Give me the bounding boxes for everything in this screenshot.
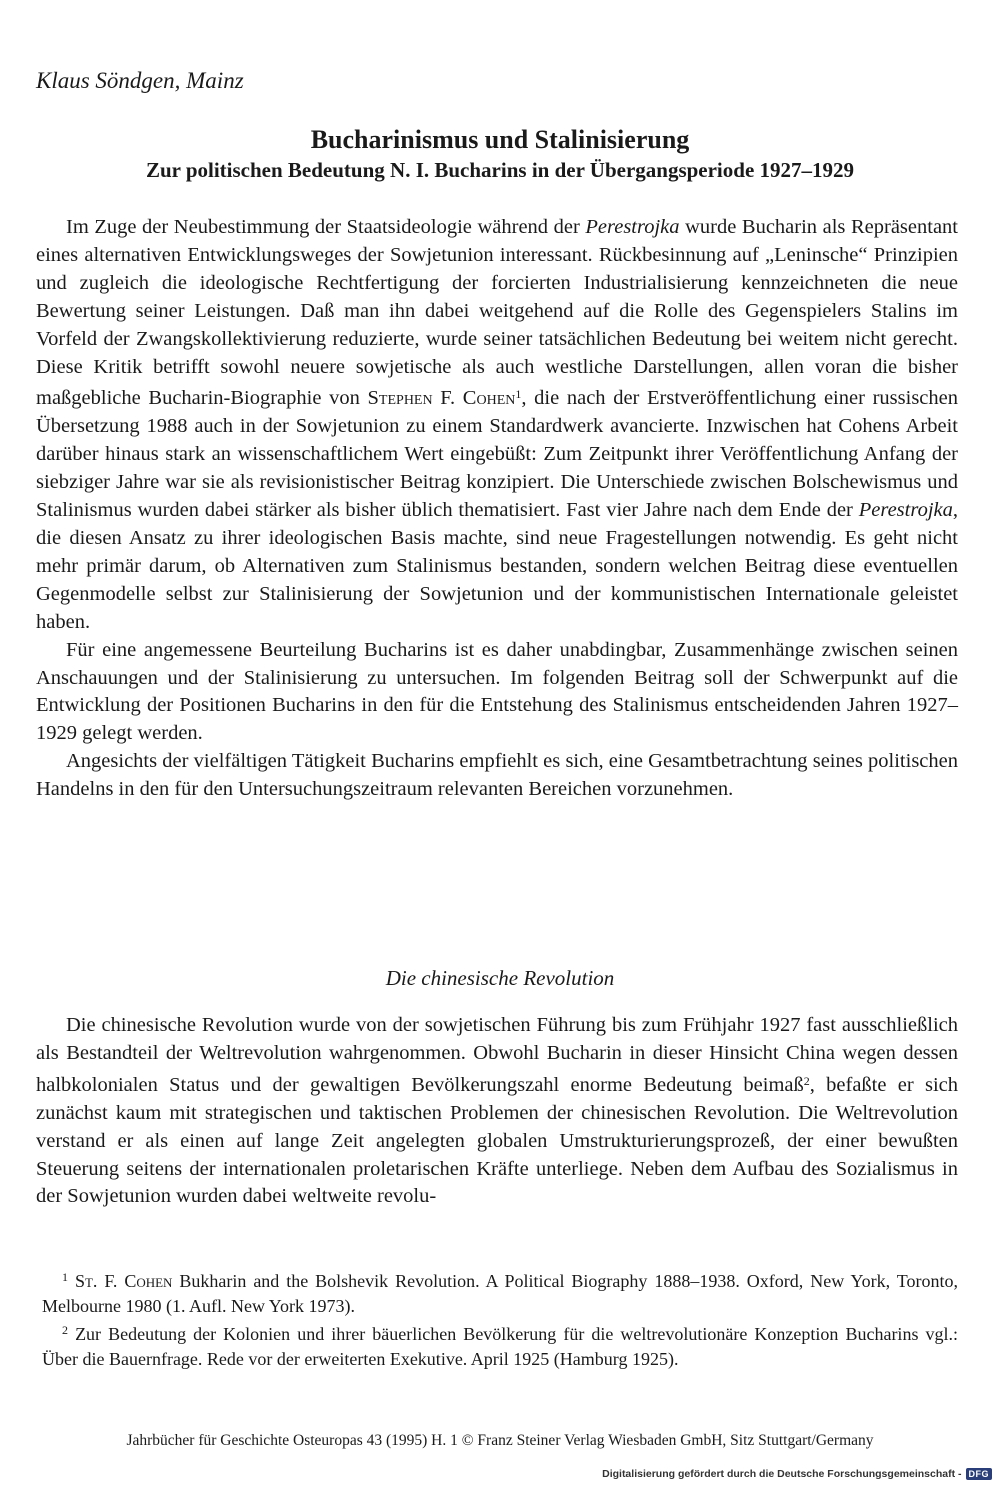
text-run: , die nach der Erstveröffentlichung einer russischen Übersetzung 1988 auch in der Sowjetunion zu einem Standardwerk avancierte. Inzwischen hat Cohens Arbeit darüber hinaus stark an wissenschaftlichem Wert eingebüßt: Zum Zeitpunkt ihrer Veröffentlichung Anfang der siebziger Jahre war sie als revisionistischer Beitrag konzipiert. Die Unterschiede zwischen Bolschewismus und Stalinismus wurden dabei stärker als bisher üblich thematisiert. Fast vier Jahre nach dem Ende der: [36, 387, 958, 522]
section-heading: Die chinesische Revolution: [385, 966, 615, 990]
text-run: wurde Bucharin als Repräsentant eines alternativen Entwicklungsweges der Sowjetunion interessant. Rückbesinnung auf „Leninsche“ Prinzipien und zugleich die ideologische Rechtfertigung der forcierten Industrialisierung kennzeichneten die neue Bewertung seiner Leistungen. Daß man ihn dabei weitgehend auf die Rolle des Gegenspielers Stalins im Vorfeld der Zwangskollektivierung reduzierte, wurde seiner tatsächlichen Bedeutung bei weitem nicht gerecht. Diese Kritik betrifft sowohl neuere sowjetische als auch westliche Darstellungen, allen voran die bisher maßgebliche Bucharin-Biographie von: [36, 216, 958, 410]
emphasis-perestrojka: Perestrojka: [585, 216, 680, 238]
footnote-ref-2[interactable]: 2: [803, 1073, 810, 1088]
author-line: Klaus Söndgen, Mainz: [36, 68, 244, 93]
text-run: Die chinesische Revolution wurde von der sowjetischen Führung bis zum Frühjahr 1927 fast ausschließlich als Bestandteil der Weltrevolution wahrgenommen. Obwohl Bucharin in dieser Hinsicht China wegen dessen halbkolonialen Status und der gewaltigen Bevölkerungszahl enorme Bedeutung beimaß: [36, 1014, 958, 1096]
footnote-number: 1: [62, 1270, 68, 1284]
intro-paragraph-2: Für eine angemessene Beurteilung Bucharins ist es daher unabdingbar, Zusammenhänge zwischen seinen Anschauungen und der Stalinisierung zu untersuchen. Im folgenden Beitrag soll der Schwerpunkt auf die Entwicklung der Positionen Bucharins in den für die Entstehung des Stalinismus entscheidenden Jahren 1927–1929 gelegt werden.: [36, 638, 958, 745]
footnotes: [42, 1265, 958, 1371]
footnote-2: [42, 1318, 958, 1371]
text-run: Im Zuge der Neubestimmung der Staatsideologie während der: [66, 216, 586, 238]
footnote-author: St. F. Cohen: [74, 1271, 173, 1291]
footnote-text: Bukharin and the Bolshevik Revolution. A Political Biography 1888–1938. Oxford, New York, Toronto, Melbourne 1980 (1. Aufl. New York 1973).: [42, 1271, 959, 1316]
text-run: , befaßte er sich zunächst kaum mit strategischen und taktischen Problemen der chinesischen Revolution. Die Weltrevolution verstand er als einen auf lange Zeit angelegten globalen Umstrukturierungsprozeß, der einer bewußten Steuerung seitens der internationalen proletarischen Kräfte unterliege. Neben dem Aufbau des Sozialismus in der Sowjetunion wurden dabei weltweite revolu-: [36, 1073, 958, 1208]
footnote-ref-1[interactable]: 1: [515, 387, 522, 402]
funding-notice: [602, 1468, 992, 1480]
section-body: [36, 1012, 958, 1211]
footnote-1: [42, 1265, 958, 1318]
article-subtitle: Zur politischen Bedeutung N. I. Bucharins in der Übergangsperiode 1927–1929: [145, 158, 855, 182]
footnote-number: 2: [62, 1323, 68, 1337]
intro-paragraph-3: Angesichts der vielfältigen Tätigkeit Bucharins empfiehlt es sich, eine Gesamtbetrachtung seines politischen Handelns in den für den Untersuchungszeitraum relevanten Bereichen vorzunehmen.: [36, 750, 958, 801]
intro-paragraph-1: [36, 214, 958, 637]
dfg-logo-icon: DFG: [966, 1468, 993, 1480]
section-paragraph-1: [36, 1012, 958, 1211]
article-title: Bucharinismus und Stalinisierung: [310, 125, 690, 154]
funding-text: Digitalisierung gefördert durch die Deutsche Forschungsgemeinschaft -: [602, 1468, 962, 1480]
journal-citation: Jahrbücher für Geschichte Osteuropas 43 (1995) H. 1 © Franz Steiner Verlag Wiesbaden GmbH, Sitz Stuttgart/Germany: [126, 1432, 874, 1449]
text-run: , die diesen Ansatz zu ihrer ideologischen Basis machte, sind neue Fragestellungen notwendig. Es geht nicht mehr primär darum, ob Alternativen zum Stalinismus bestanden, sondern welchen Beitrag diese eventuellen Gegenmodelle selbst zur Stalinisierung der Sowjetunion und der kommunistischen Internationale geleistet haben.: [36, 499, 958, 633]
author-name-smallcaps: Stephen F. Cohen: [367, 387, 516, 410]
emphasis-perestrojka: Perestrojka: [858, 499, 953, 522]
footnote-text: Zur Bedeutung der Kolonien und ihrer bäuerlichen Bevölkerung für die weltrevolutionäre Konzeption Bucharins vgl.: Über die Bauernfrage. Rede vor der erweiterten Exekutive. April 1925 (Hamburg 1925).: [42, 1324, 958, 1369]
intro-section: [36, 214, 958, 804]
